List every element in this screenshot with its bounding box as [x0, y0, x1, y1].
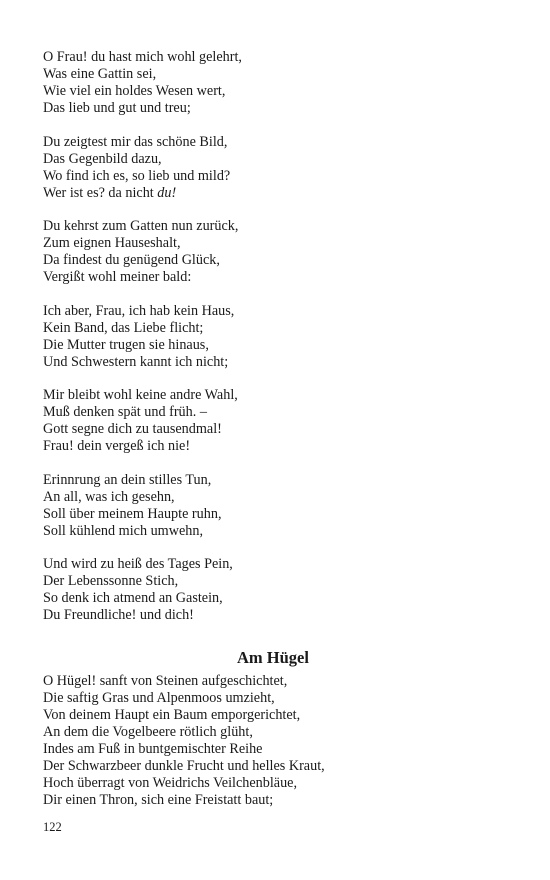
- verse-line: O Hügel! sanft von Steinen aufgeschichtet,: [43, 673, 288, 689]
- verse-line: Muß denken spät und früh. –: [43, 404, 207, 420]
- page-number: 122: [43, 820, 62, 834]
- verse-line: Vergißt wohl meiner bald:: [43, 269, 192, 285]
- verse-line: Mir bleibt wohl keine andre Wahl,: [43, 387, 238, 403]
- verse-line: Der Schwarzbeer dunkle Frucht und helles Kraut,: [43, 758, 325, 774]
- stanza-2: [43, 134, 503, 202]
- verse-line: Du Freundliche! und dich!: [43, 607, 194, 623]
- emphasized-word: du!: [157, 184, 177, 201]
- verse-line: An all, was ich gesehn,: [43, 488, 175, 505]
- stanza-6: [43, 472, 503, 540]
- stanza-4: [43, 303, 503, 371]
- verse-line: Gott segne dich zu tausendmal!: [43, 421, 222, 437]
- verse-line-text: Wer ist es? da nicht: [43, 184, 158, 201]
- stanza-3: [43, 218, 503, 286]
- verse-line: Das lieb und gut und treu;: [43, 100, 191, 116]
- verse-line: Die Mutter trugen sie hinaus,: [43, 336, 209, 353]
- verse-line-with-emphasis: [43, 185, 503, 202]
- verse-line: Du kehrst zum Gatten nun zurück,: [43, 218, 239, 234]
- verse-line: Erinnrung an dein stilles Tun,: [43, 471, 212, 488]
- verse-line: Wie viel ein holdes Wesen wert,: [43, 83, 226, 99]
- verse-line: Dir einen Thron, sich eine Freistatt baut;: [43, 792, 274, 808]
- stanza-am-huegel: [43, 673, 503, 809]
- stanza-7: [43, 556, 503, 624]
- poem-title: Am Hügel: [237, 648, 309, 667]
- page-body: [43, 49, 503, 826]
- verse-line: Und Schwestern kannt ich nicht;: [43, 353, 229, 370]
- verse-line: O Frau! du hast mich wohl gelehrt,: [43, 49, 242, 65]
- verse-line: Da findest du genügend Glück,: [43, 252, 220, 268]
- verse-line: Indes am Fuß in buntgemischter Reihe: [43, 741, 263, 757]
- verse-line: Zum eignen Hauseshalt,: [43, 235, 181, 251]
- stanza-5: [43, 387, 503, 455]
- verse-line: Was eine Gattin sei,: [43, 66, 157, 82]
- verse-line: Soll kühlend mich umwehn,: [43, 522, 203, 539]
- verse-line: Kein Band, das Liebe flicht;: [43, 319, 204, 336]
- verse-line: Der Lebenssonne Stich,: [43, 573, 179, 589]
- verse-line: Hoch überragt von Weidrichs Veilchenbläue,: [43, 775, 298, 791]
- verse-line: Und wird zu heiß des Tages Pein,: [43, 556, 233, 572]
- verse-line: Wo find ich es, so lieb und mild?: [43, 167, 231, 184]
- verse-line: Das Gegenbild dazu,: [43, 150, 162, 167]
- verse-line: So denk ich atmend an Gastein,: [43, 590, 223, 606]
- verse-line: Du zeigtest mir das schöne Bild,: [43, 133, 228, 150]
- verse-line: Ich aber, Frau, ich hab kein Haus,: [43, 302, 235, 319]
- verse-line: Frau! dein vergeß ich nie!: [43, 438, 191, 454]
- stanza-1: [43, 49, 503, 117]
- verse-line: An dem die Vogelbeere rötlich glüht,: [43, 724, 253, 740]
- verse-line: Soll über meinem Haupte ruhn,: [43, 505, 222, 522]
- verse-line: Die saftig Gras und Alpenmoos umzieht,: [43, 690, 275, 706]
- verse-line: Von deinem Haupt ein Baum emporgerichtet,: [43, 707, 301, 723]
